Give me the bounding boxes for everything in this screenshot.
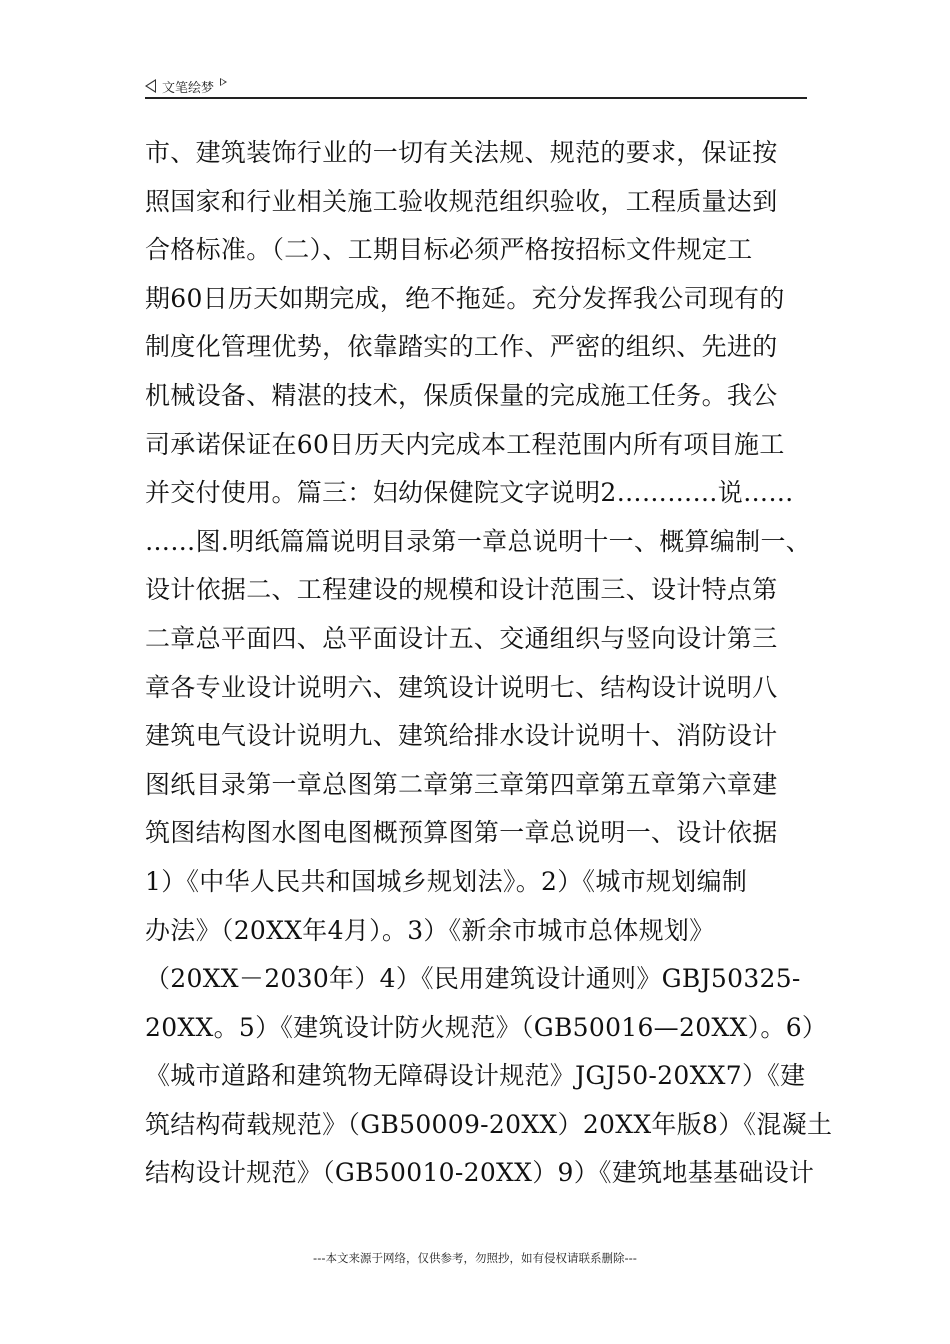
body-line: 市、建筑装饰行业的一切有关法规、规范的要求，保证按 (145, 138, 778, 167)
body-line: 并交付使用。篇三：妇幼保健院文字说明2…………说…… (145, 478, 794, 508)
footer-notice: ---本文来源于网络，仅供参考，勿照抄，如有侵权请联系删除--- (313, 1251, 637, 1265)
body-line: 筑结构荷载规范》（GB50009-20XX）20XX年版8）《混凝土 (145, 1109, 833, 1139)
body-line: 章各专业设计说明六、建筑设计说明七、结构设计说明八 (145, 672, 778, 702)
page-header (145, 74, 807, 98)
left-triangle-icon (145, 79, 156, 93)
body-line: 制度化管理优势，依靠踏实的工作、严密的组织、先进的 (145, 332, 778, 362)
right-triangle-icon (220, 78, 227, 86)
body-line: 筑图结构图水图电图概预算图第一章总说明一、设计依据 (145, 818, 778, 848)
body-line: 建筑电气设计说明九、建筑给排水设计说明十、消防设计 (145, 721, 778, 751)
header-divider (145, 97, 807, 99)
body-line: 结构设计规范》（GB50010-20XX）9）《建筑地基基础设计 (145, 1158, 815, 1188)
body-line: 二章总平面四、总平面设计五、交通组织与竖向设计第三 (145, 623, 778, 653)
body-line: 办法》（20XX年4月）。3）《新余市城市总体规划》 (145, 915, 715, 945)
body-line: 照国家和行业相关施工验收规范组织验收，工程质量达到 (145, 186, 778, 216)
document-body (145, 129, 833, 1198)
body-line: （20XX－2030年）4）《民用建筑设计通则》GBJ50325- (145, 964, 801, 994)
body-line: 20XX。5）《建筑设计防火规范》（GB50016—20XX）。6） (145, 1012, 828, 1042)
body-line: 1）《中华人民共和国城乡规划法》。2）《城市规划编制 (145, 866, 748, 896)
header-title: 文笔绘梦 (162, 80, 215, 96)
body-line: ……图.明纸篇篇说明目录第一章总说明十一、概算编制一、 (145, 526, 812, 556)
body-line: 期60日历天如期完成，绝不拖延。充分发挥我公司现有的 (145, 283, 785, 313)
body-line: 《城市道路和建筑物无障碍设计规范》JGJ50-20XX7）《建 (145, 1061, 806, 1091)
body-line: 设计依据二、工程建设的规模和设计范围三、设计特点第 (145, 575, 778, 605)
body-line: 图纸目录第一章总图第二章第三章第四章第五章第六章建 (145, 769, 778, 799)
body-line: 机械设备、精湛的技术，保质保量的完成施工任务。我公 (145, 380, 778, 410)
body-line: 合格标准。（二）、工期目标必须严格按招标文件规定工 (145, 235, 753, 265)
body-line: 司承诺保证在60日历天内完成本工程范围内所有项目施工 (145, 429, 785, 459)
